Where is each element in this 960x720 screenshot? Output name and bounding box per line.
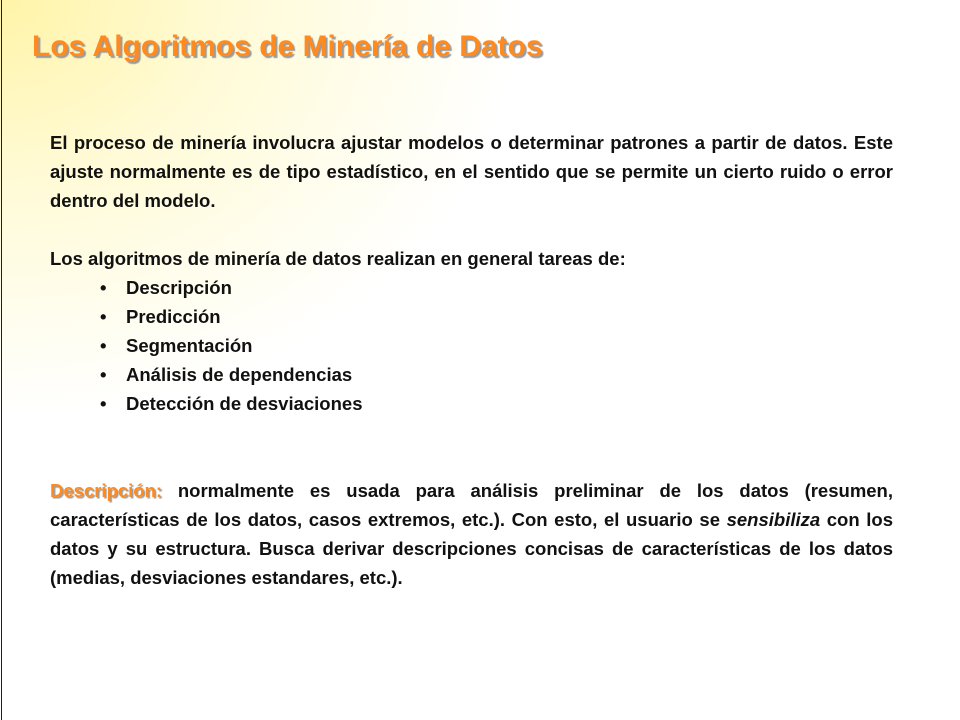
bullet-icon: • <box>100 335 107 356</box>
task-label: Análisis de dependencias <box>126 364 353 385</box>
description-text-end: con los datos y su estructura. Busca derivar descripciones concisas de características de los datos (medias, desviaciones estandares, etc.). <box>50 509 893 588</box>
bullet-icon: • <box>100 393 107 414</box>
task-label: Predicción <box>126 306 221 327</box>
slide-content <box>50 128 893 592</box>
list-item <box>100 360 893 389</box>
list-item <box>100 331 893 360</box>
list-item <box>100 302 893 331</box>
bullet-icon: • <box>100 277 107 298</box>
description-term: Descripción: <box>50 480 163 501</box>
bullet-icon: • <box>100 306 107 327</box>
description-text-start: normalmente es usada para análisis preliminar de los datos (resumen, características de los datos, casos extremos, etc.). Con esto, el usuario se <box>50 480 893 530</box>
left-border-line <box>1 0 2 720</box>
list-item <box>100 389 893 418</box>
list-item <box>100 273 893 302</box>
intro-paragraph: El proceso de minería involucra ajustar modelos o determinar patrones a partir de datos. Este ajuste normalmente es de tipo estadístico, en el sentido que se permite un cierto ruido o error dentro del modelo. <box>50 132 893 211</box>
tasks-list <box>50 273 893 418</box>
description-emphasis: sensibiliza <box>726 509 821 530</box>
bullet-icon: • <box>100 364 107 385</box>
tasks-intro: Los algoritmos de minería de datos realizan en general tareas de: <box>50 248 626 269</box>
task-label: Detección de desviaciones <box>126 393 363 414</box>
task-label: Descripción <box>126 277 232 298</box>
slide-title: Los Algoritmos de Minería de Datos <box>32 30 543 63</box>
task-label: Segmentación <box>126 335 253 356</box>
description-paragraph <box>50 476 893 592</box>
